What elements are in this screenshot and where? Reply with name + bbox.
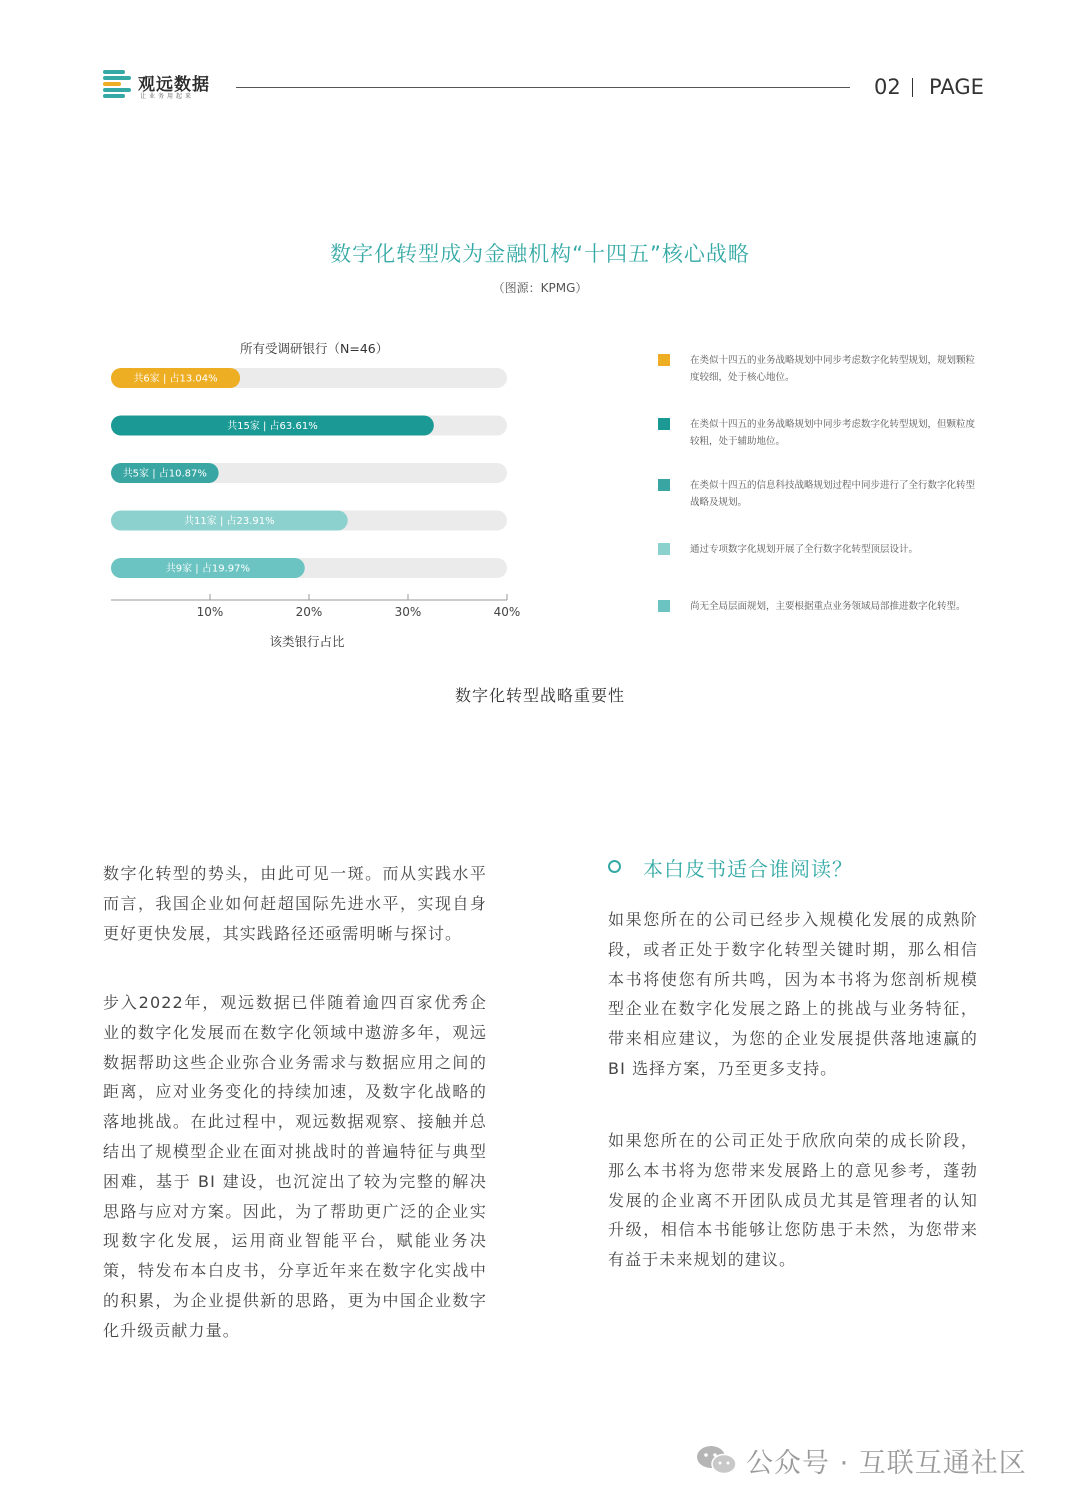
section-heading: 本白皮书适合谁阅读？: [643, 857, 853, 881]
legend-swatch: [658, 600, 670, 612]
x-tick-label: 30%: [394, 605, 422, 619]
page-label: PAGE: [929, 75, 984, 99]
x-tick-label: 10%: [196, 605, 224, 619]
legend-text: 在类似十四五的业务战略规划中同步考虑数字化转型规划，但颗粒度较粗，处于辅助地位。: [690, 419, 976, 447]
legend-text: 在类似十四五的业务战略规划中同步考虑数字化转型规划，规划颗粒度较细，处于核心地位。: [690, 355, 976, 383]
chart-group-label: 所有受调研银行（N=46）: [240, 341, 389, 356]
chart-title: 数字化转型成为金融机构“十四五”核心战略: [330, 242, 750, 266]
chart-caption: 数字化转型战略重要性: [454, 686, 625, 705]
legend-text: 在类似十四五的信息科技战略规划过程中同步进行了全行数字化转型战略及规划。: [690, 480, 976, 508]
x-tick-label: 40%: [493, 605, 521, 619]
bar-chart: [95, 360, 535, 660]
brand-slogan: 让业务用起来: [140, 93, 195, 100]
legend-text: 通过专项数字化规划开展了全行数字化转型顶层设计。: [690, 544, 919, 555]
bar-label-3: 共5家 | 占10.87%: [122, 468, 207, 480]
right-paragraph-1: 如果您所在的公司已经步入规模化发展的成熟阶段，或者正处于数字化转型关键时期，那么相信本书将使您有所共鸣，因为本书将为您剖析规模型企业在数字化发展之路上的挑战与业务特征，带来相应建议，为您的企业发展提供落地速赢的 BI 选择方案，乃至更多支持。: [608, 910, 978, 1078]
x-axis-label: 该类银行占比: [269, 634, 345, 649]
x-tick-label: 20%: [295, 605, 323, 619]
bar-label-1: 共6家 | 占13.04%: [133, 373, 218, 385]
page-number: 02: [874, 75, 901, 99]
legend-text: 尚无全局层面规划，主要根据重点业务领域局部推进数字化转型。: [690, 601, 966, 612]
header-divider: [236, 87, 850, 88]
legend-swatch: [658, 479, 670, 491]
wechat-icon: [696, 1445, 738, 1475]
right-paragraph-2: 如果您所在的公司正处于欣欣向荣的成长阶段，那么本书将为您带来发展路上的意见参考，蓬勃发展的企业离不开团队成员尤其是管理者的认知升级，相信本书能够让您防患于未然，为您带来有益于未来规划的建议。: [608, 1131, 978, 1270]
legend-swatch: [658, 354, 670, 366]
section-circle-icon: [608, 860, 621, 873]
bar-label-5: 共9家 | 占19.97%: [165, 563, 250, 575]
page-separator: [912, 78, 913, 97]
legend-swatch: [658, 418, 670, 430]
brand-name: 观远数据: [138, 75, 210, 95]
left-paragraph-2: 步入2022年，观远数据已伴随着逾四百家优秀企业的数字化发展而在数字化领域中遨游多年，观远数据帮助这些企业弥合业务需求与数据应用之间的距离，应对业务变化的持续加速，及数字化战略的落地挑战。在此过程中，观远数据观察、接触并总结出了规模型企业在面对挑战时的普遍特征与典型困难，基于 BI 建设，也沉淀出了较为完整的解决思路与应对方案。因此，为了帮助更广泛的企业实现数字化发展，运用商业智能平台，赋能业务决策，特发布本白皮书，分享近年来在数字化实战中的积累，为企业提供新的思路，更为中国企业数字化升级贡献力量。: [103, 993, 487, 1340]
bar-label-4: 共11家 | 占23.91%: [184, 516, 275, 527]
watermark-text: 公众号 · 互联互通社区: [746, 1448, 1027, 1479]
brand-logo-icon: [103, 70, 131, 100]
left-paragraph-1: 数字化转型的势头，由此可见一斑。而从实践水平而言，我国企业如何赶超国际先进水平，实现自身更好更快发展，其实践路径还亟需明晰与探讨。: [103, 864, 487, 943]
bar-label-2: 共15家 | 占63.61%: [227, 421, 318, 432]
legend-swatch: [658, 543, 670, 555]
chart-source: （图源：KPMG）: [492, 281, 588, 295]
